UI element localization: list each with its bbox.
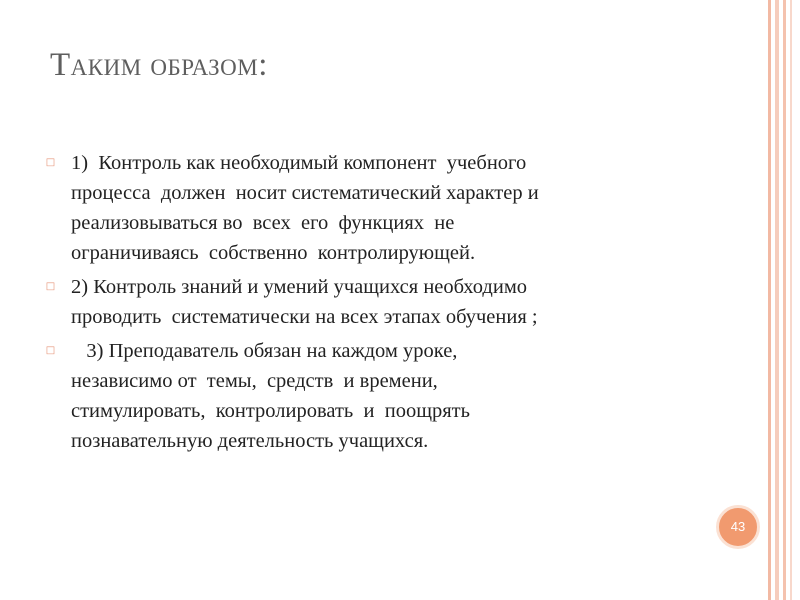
square-bullet-icon: □: [45, 157, 56, 168]
decorative-stripe: [768, 0, 771, 600]
slide-title: Таким образом:: [50, 47, 268, 83]
bullet-line: реализовываться во всех его функциях не: [71, 212, 455, 234]
bullet-line: 2) Контроль знаний и умений учащихся необходимо: [71, 276, 528, 298]
bullet-line: стимулировать, контролировать и поощрять: [71, 400, 470, 422]
square-bullet-icon: □: [45, 345, 56, 356]
decorative-stripe: [783, 0, 786, 600]
bullet-line: 1) Контроль как необходимый компонент учебного: [71, 152, 527, 174]
bullet-list: [45, 148, 695, 460]
square-bullet-icon: □: [45, 281, 56, 292]
bullet-line: познавательную деятельность учащихся.: [71, 430, 429, 452]
bullet-line: проводить систематически на всех этапах обучения ;: [71, 306, 538, 328]
bullet-line: процесса должен носит систематический характер и: [71, 182, 539, 204]
bullet-line: ограничиваясь собственно контролирующей.: [71, 242, 476, 264]
bullet-line: независимо от темы, средств и времени,: [71, 370, 438, 392]
bullet-item: [45, 148, 695, 268]
bullet-item: [45, 272, 695, 332]
decorative-stripe: [775, 0, 779, 600]
decorative-stripe: [790, 0, 792, 600]
bullet-line: 3) Преподаватель обязан на каждом уроке,: [71, 340, 458, 362]
page-number-badge: 43: [716, 505, 760, 549]
bullet-item: [45, 336, 695, 456]
